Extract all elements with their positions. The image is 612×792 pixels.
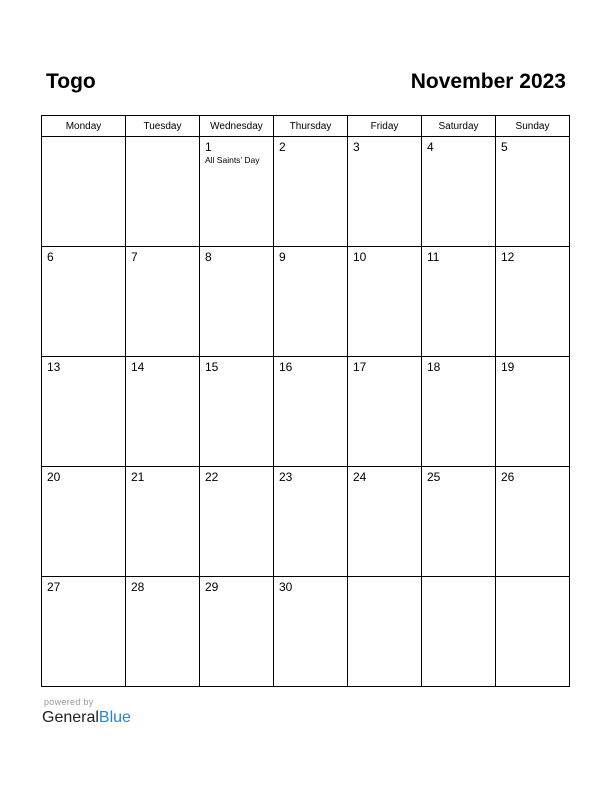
day-number: 20 [47, 470, 61, 484]
day-number: 2 [279, 140, 286, 154]
day-cell [200, 247, 274, 357]
day-cell [200, 357, 274, 467]
weekday-header: Tuesday [126, 116, 200, 137]
day-number: 30 [279, 580, 293, 594]
day-cell [42, 357, 126, 467]
day-cell [126, 247, 200, 357]
day-number: 27 [47, 580, 61, 594]
day-number: 29 [205, 580, 219, 594]
day-cell [348, 137, 422, 247]
calendar-grid [41, 115, 570, 687]
day-cell [422, 357, 496, 467]
day-number: 15 [205, 360, 219, 374]
day-cell [422, 467, 496, 577]
day-cell [422, 247, 496, 357]
day-number: 5 [501, 140, 508, 154]
day-cell [42, 137, 126, 247]
day-number [42, 137, 125, 140]
day-cell [126, 137, 200, 247]
day-number: 12 [501, 250, 515, 264]
day-cell [274, 467, 348, 577]
weekday-header: Sunday [496, 116, 570, 137]
weekday-header: Saturday [422, 116, 496, 137]
day-cell [200, 577, 274, 687]
weekday-header: Friday [348, 116, 422, 137]
weekday-header: Thursday [274, 116, 348, 137]
day-cell [496, 577, 570, 687]
day-cell [496, 357, 570, 467]
week-row [42, 137, 570, 247]
day-cell [274, 247, 348, 357]
day-cell [126, 467, 200, 577]
day-number: 14 [131, 360, 145, 374]
weekday-header: Monday [42, 116, 126, 137]
day-number: 7 [131, 250, 138, 264]
day-cell [126, 577, 200, 687]
day-cell [126, 357, 200, 467]
day-number [348, 577, 421, 580]
day-number: 24 [353, 470, 367, 484]
day-cell [348, 357, 422, 467]
day-cell [496, 467, 570, 577]
day-number: 13 [47, 360, 61, 374]
day-number: 9 [279, 250, 286, 264]
day-number: 28 [131, 580, 145, 594]
day-cell [348, 577, 422, 687]
generalblue-logo[interactable] [42, 709, 131, 727]
day-cell [42, 467, 126, 577]
day-cell [422, 137, 496, 247]
day-number: 1 [205, 140, 212, 154]
day-number [496, 577, 569, 580]
day-cell [348, 247, 422, 357]
week-row [42, 577, 570, 687]
day-number: 16 [279, 360, 293, 374]
day-number: 18 [427, 360, 441, 374]
day-number: 21 [131, 470, 145, 484]
weekday-header: Wednesday [200, 116, 274, 137]
brand-general-text: General [42, 709, 99, 726]
day-number: 8 [205, 250, 212, 264]
day-cell [496, 137, 570, 247]
brand-blue-text: Blue [98, 709, 131, 726]
day-cell [274, 357, 348, 467]
day-cell [200, 467, 274, 577]
day-number: 23 [279, 470, 293, 484]
week-row [42, 247, 570, 357]
day-number: 4 [427, 140, 434, 154]
week-row [42, 467, 570, 577]
day-cell [422, 577, 496, 687]
weekday-header-row [42, 116, 570, 137]
holiday-label: All Saints’ Day [205, 155, 260, 165]
day-cell [42, 247, 126, 357]
day-number: 25 [427, 470, 441, 484]
powered-by-label: powered by [44, 697, 94, 707]
day-number: 11 [427, 250, 440, 264]
day-cell [348, 467, 422, 577]
day-number: 17 [353, 360, 367, 374]
day-number: 6 [47, 250, 54, 264]
day-number: 3 [353, 140, 360, 154]
day-number: 22 [205, 470, 219, 484]
calendar-country-title: Togo [46, 70, 96, 93]
day-number [126, 137, 199, 140]
day-number: 26 [501, 470, 515, 484]
day-number: 19 [501, 360, 515, 374]
day-number [422, 577, 495, 580]
day-cell [274, 577, 348, 687]
day-cell [496, 247, 570, 357]
week-row [42, 357, 570, 467]
calendar-month-title: November 2023 [410, 70, 566, 93]
day-cell [42, 577, 126, 687]
day-cell [274, 137, 348, 247]
day-cell [200, 137, 274, 247]
day-number: 10 [353, 250, 367, 264]
